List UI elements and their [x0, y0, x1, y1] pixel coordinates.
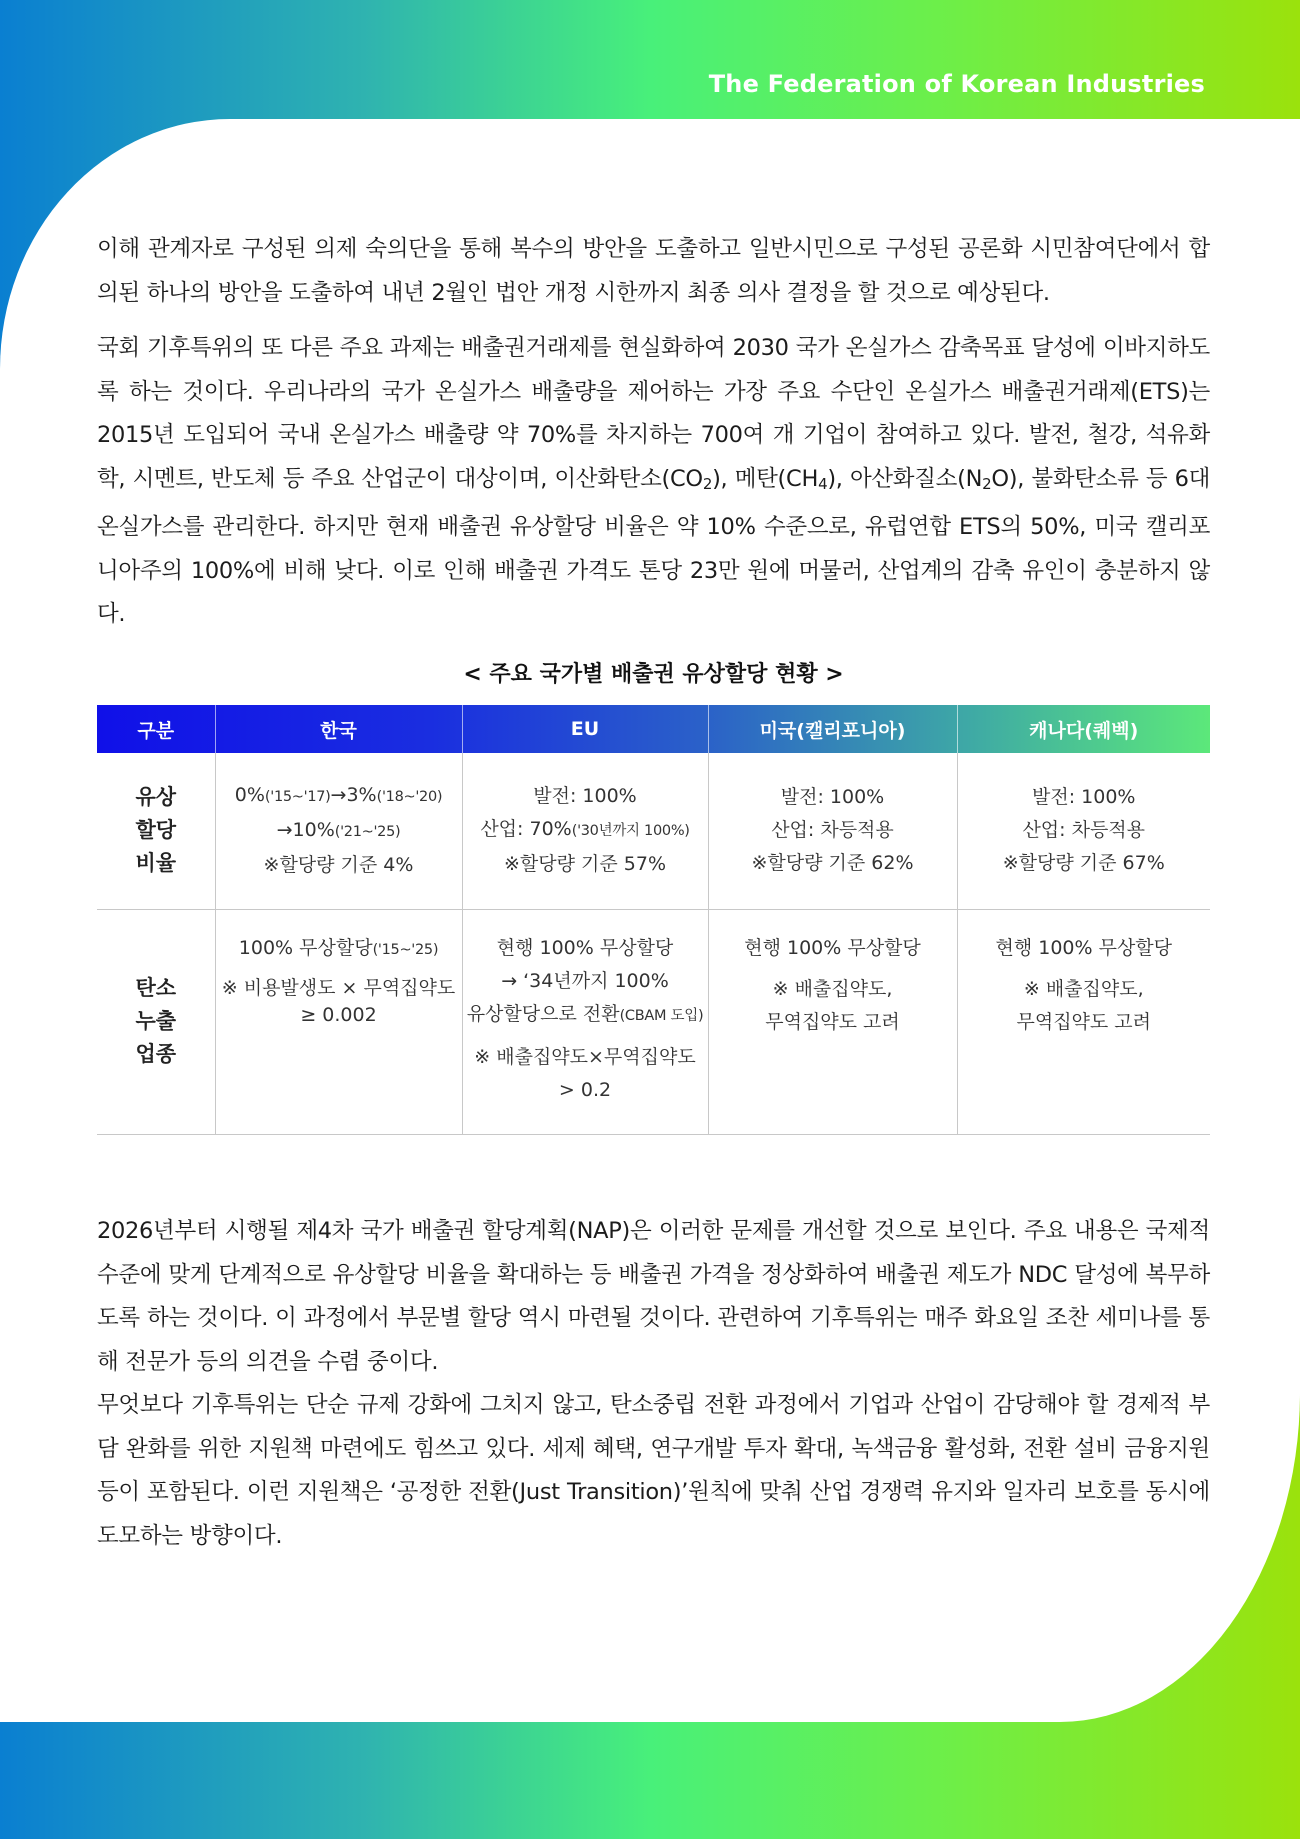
cell-us-ratio: 발전: 100% 산업: 차등적용 ※할당량 기준 62%	[708, 753, 957, 909]
header-eu: EU	[462, 705, 708, 753]
cell-canada-leakage: 현행 100% 무상할당 ※ 배출집약도, 무역집약도 고려	[957, 909, 1210, 1134]
allocation-table	[97, 705, 1210, 1135]
cell-eu-ratio: 발전: 100% 산업: 70%('30년까지 100%) ※할당량 기준 57%	[462, 753, 708, 909]
cell-canada-ratio: 발전: 100% 산업: 차등적용 ※할당량 기준 67%	[957, 753, 1210, 909]
paragraph-1: 이해 관계자로 구성된 의제 숙의단을 통해 복수의 방안을 도출하고 일반시민으로 구성된 공론화 시민참여단에서 합의된 하나의 방안을 도출하여 내년 2월인 법안 개정 시한까지 최종 의사 결정을 할 것으로 예상된다.	[97, 236, 1210, 306]
row-head-carbon-leakage: 탄소 누출 업종	[97, 909, 215, 1134]
header-category: 구분	[97, 705, 215, 753]
table-header-row	[97, 705, 1210, 753]
paragraph-3: 2026년부터 시행될 제4차 국가 배출권 할당계획(NAP)은 이러한 문제를 개선할 것으로 보인다. 주요 내용은 국제적 수준에 맞게 단계적으로 유상할당 비율을 확대하는 등 배출권 가격을 정상화하여 배출권 제도가 NDC 달성에 복무하도록 하는 것이다. 이 과정에서 부문별 할당 역시 마련될 것이다. 관련하여 기후특위는 매주 화요일 조찬 세미나를 통해 전문가 등의 의견을 수렴 중이다.	[97, 1218, 1210, 1375]
header-us-california: 미국(캘리포니아)	[708, 705, 957, 753]
paragraph-4: 무엇보다 기후특위는 단순 규제 강화에 그치지 않고, 탄소중립 전환 과정에서 기업과 산업이 감당해야 할 경제적 부담 완화를 위한 지원책 마련에도 힘쓰고 있다. 세제 혜택, 연구개발 투자 확대, 녹색금융 활성화, 전환 설비 금융지원 등이 포함된다. 이런 지원책은 ‘공정한 전환(Just Transition)’원칙에 맞춰 산업 경쟁력 유지와 일자리 보호를 동시에 도모하는 방향이다.	[97, 1392, 1210, 1549]
table-title: < 주요 국가별 배출권 유상할당 현황 >	[463, 662, 844, 687]
cell-korea-ratio: 0%('15~'17)→3%('18~'20) →10%('21~'25) ※할당량 기준 4%	[215, 753, 462, 909]
header-korea: 한국	[215, 705, 462, 753]
organization-name: The Federation of Korean Industries	[708, 70, 1205, 98]
header-canada-quebec: 캐나다(퀘벡)	[1029, 719, 1139, 742]
cell-korea-leakage: 100% 무상할당('15~'25) ※ 비용발생도 × 무역집약도 ≥ 0.002	[215, 909, 462, 1134]
paragraph-2: 국회 기후특위의 또 다른 주요 과제는 배출권거래제를 현실화하여 2030 국가 온실가스 감축목표 달성에 이바지하도록 하는 것이다. 우리나라의 국가 온실가스 배출량을 제어하는 가장 주요 수단인 온실가스 배출권거래제(ETS)는 2015년 도입되어 국내 온실가스 배출량 약 70%를 차지하는 700여 개 기업이 참여하고 있다. 발전, 철강, 석유화학, 시멘트, 반도체 등 주요 산업군이 대상이며, 이산화탄소$(CO_2)$, 메탄$(CH_4)$, 아산화질소$(N_2O)$, 불화탄소류 등 6대 온실가스를 관리한다. 하지만 현재 배출권 유상할당 비율은 약 10% 수준으로, 유럽연합 ETS의 50%, 미국 캘리포니아주의 100%에 비해 낮다. 이로 인해 배출권 가격도 톤당 23만 원에 머물러, 산업계의 감축 유인이 충분하지 않다.	[97, 335, 1211, 627]
cell-us-leakage: 현행 100% 무상할당 ※ 배출집약도, 무역집약도 고려	[708, 909, 957, 1134]
table-row	[97, 909, 1210, 1134]
row-head-paid-allocation: 유상 할당 비율	[97, 753, 215, 909]
table-row	[97, 753, 1210, 909]
cell-eu-leakage: 현행 100% 무상할당 → ‘34년까지 100% 유상할당으로 전환(CBAM 도입) ※ 배출집약도×무역집약도 > 0.2	[462, 909, 708, 1134]
